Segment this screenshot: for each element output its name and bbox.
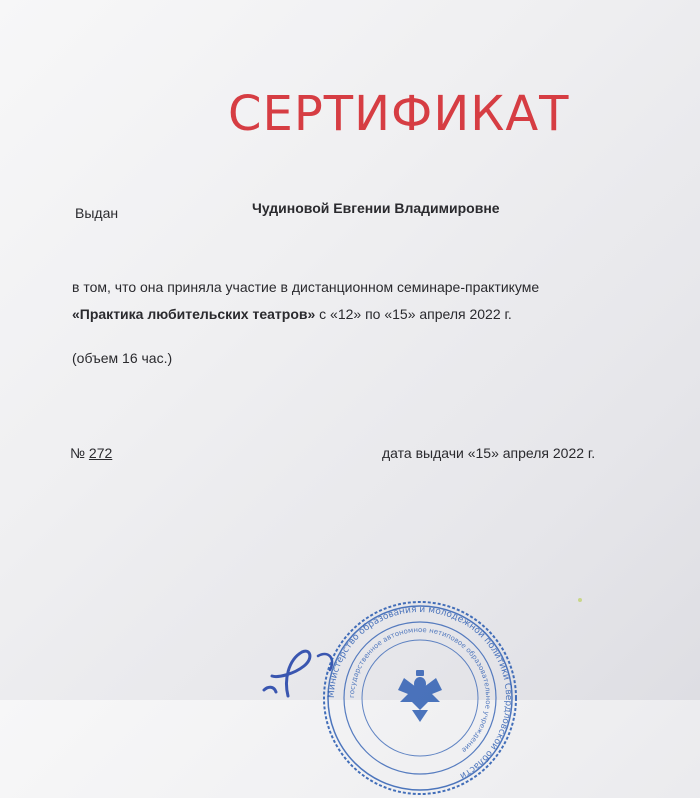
certificate-number <box>70 445 118 461</box>
issue-date: дата выдачи «15» апреля 2022 г. <box>382 445 596 461</box>
recipient-name: Чудиновой Евгении Владимировне <box>252 200 500 216</box>
svg-text:государственное автономное нет: государственное автономное нетиповое образовательное учреждение <box>347 625 493 755</box>
svg-text:Министерство образования и мол: Министерство образования и молодежной политики Свердловской области <box>326 604 514 781</box>
volume-hours: (объем 16 час.) <box>72 350 173 366</box>
participation-text: в том, что она приняла участие в дистанционном семинаре-практикуме <box>72 279 540 295</box>
paper-speck <box>578 598 582 602</box>
program-line <box>72 306 512 322</box>
date-range: с «12» по «15» апреля 2022 г. <box>315 306 512 322</box>
number-value: 272 <box>88 445 113 461</box>
official-stamp-image <box>320 598 520 798</box>
number-prefix: № <box>70 445 89 461</box>
issued-label: Выдан <box>75 205 119 221</box>
certificate-title: СЕРТИФИКАТ <box>228 86 570 142</box>
program-name: «Практика любительских театров» <box>72 306 316 322</box>
